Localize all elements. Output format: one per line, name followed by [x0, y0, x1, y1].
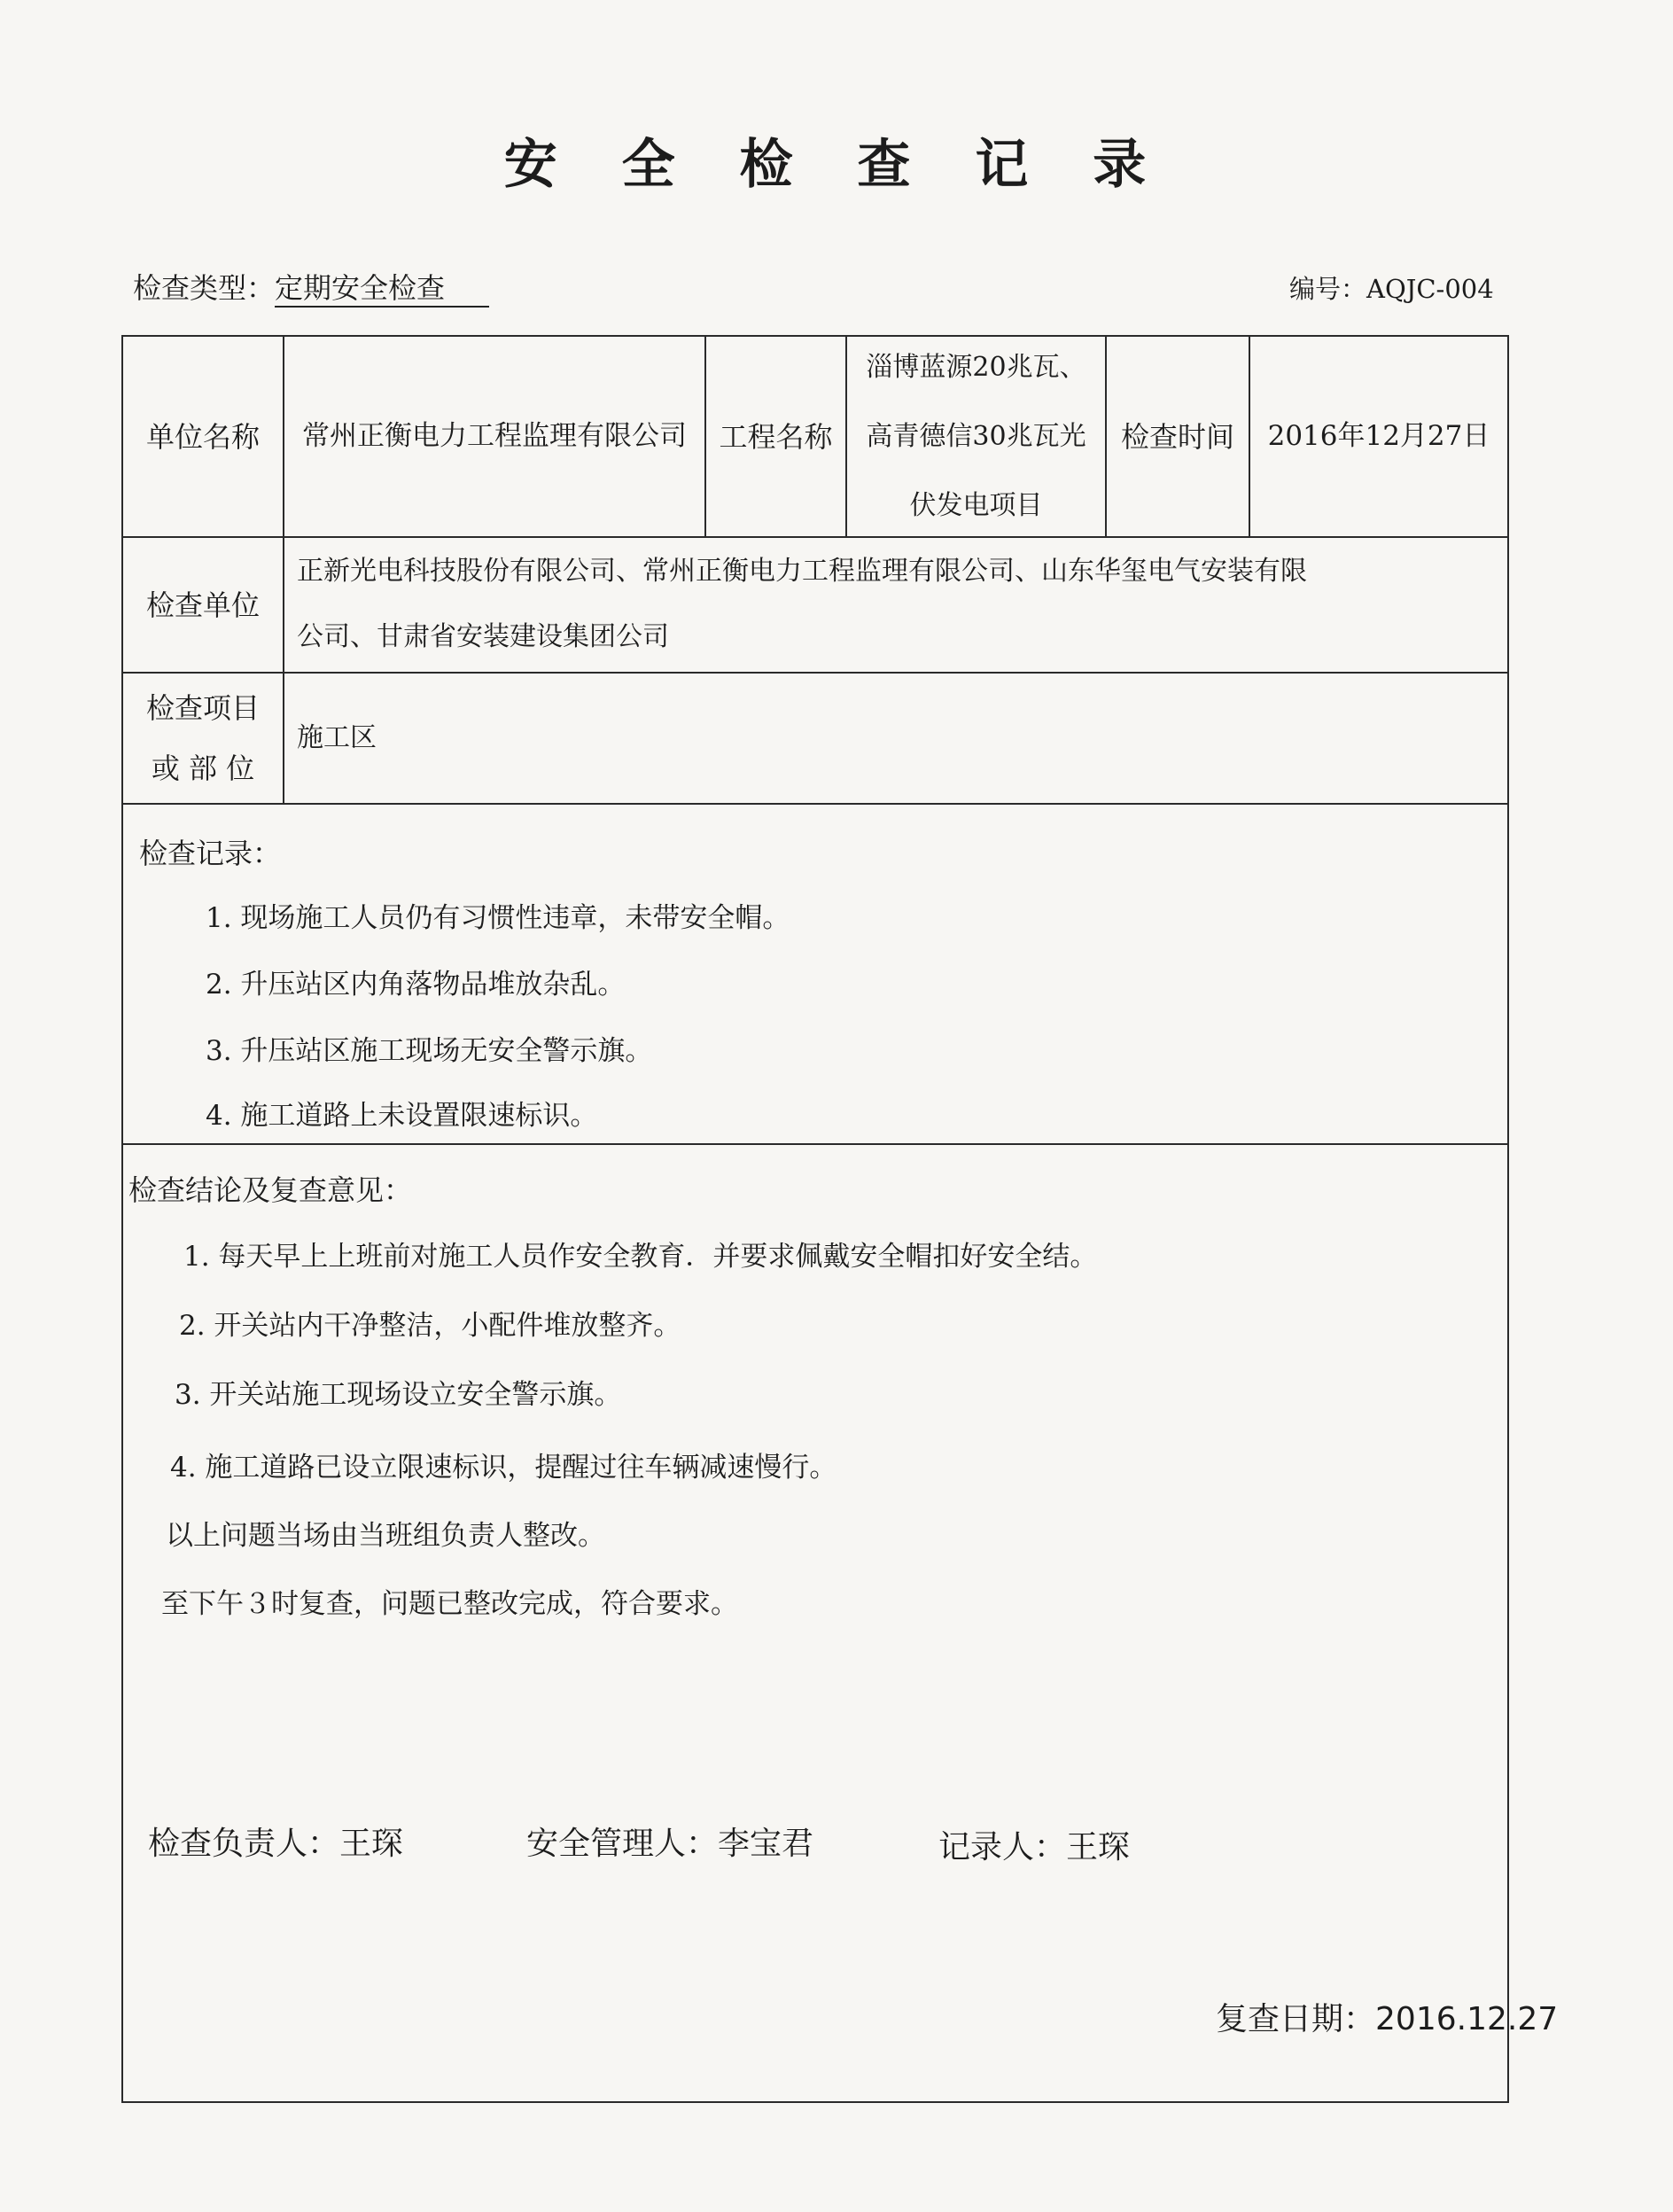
record-item: 3. 升压站区施工现场无安全警示旗。: [206, 1035, 653, 1067]
document-number-value: AQJC-004: [1366, 274, 1494, 304]
inspection-type-label: 检查类型：: [133, 271, 276, 305]
record-item: 1. 现场施工人员仍有习惯性违章，未带安全帽。: [206, 902, 790, 934]
conclusion-item: 3. 开关站施工现场设立安全警示旗。: [175, 1379, 622, 1411]
inspection-form: [121, 335, 1559, 2103]
inspection-time-label: 检查时间: [1120, 419, 1234, 454]
conclusion-item: 4. 施工道路已设立限速标识，提醒过往车辆减速慢行。: [170, 1452, 837, 1484]
safety-manager-signature: [526, 1819, 813, 1864]
document-number: [1289, 269, 1494, 306]
inspection-time-value: 2016年12月27日: [1267, 420, 1490, 453]
recorder-name: 王琛: [1066, 1829, 1131, 1865]
records-heading: 检查记录：: [139, 837, 282, 870]
inspection-item-label: [123, 674, 283, 803]
project-name-line: 高青德信30兆瓦光: [866, 420, 1086, 452]
document-number-label: 编号：: [1289, 274, 1367, 304]
project-name-value: [847, 337, 1105, 536]
review-date-label: 复查日期：: [1216, 2001, 1376, 2037]
unit-name-value: 常州正衡电力工程监理有限公司: [302, 420, 687, 453]
conclusion-item: 2. 开关站内干净整洁，小配件堆放整齐。: [179, 1310, 681, 1342]
inspecting-unit-line: 公司、甘肃省安装建设集团公司: [297, 621, 669, 652]
project-name-line: 淄博蓝源20兆瓦、: [866, 351, 1086, 383]
project-name-line: 伏发电项目: [909, 489, 1043, 521]
record-item: 4. 施工道路上未设置限速标识。: [206, 1100, 598, 1132]
row-divider: [123, 803, 1507, 805]
conclusion-item: 1. 每天早上上班前对施工人员作安全教育．并要求佩戴安全帽扣好安全结。: [183, 1241, 1098, 1273]
inspecting-unit-label: 检查单位: [145, 588, 260, 622]
inspection-type-value: 定期安全检查: [275, 270, 489, 308]
inspector-label: 检查负责人：: [148, 1826, 340, 1862]
review-date: [1216, 1994, 1558, 2039]
review-date-value: 2016.12.27: [1375, 2001, 1559, 2037]
conclusion-item: 以上问题当场由当班组负责人整改。: [166, 1520, 605, 1552]
recorder-label: 记录人：: [938, 1829, 1067, 1865]
conclusion-heading: 检查结论及复查意见：: [128, 1173, 413, 1207]
safety-manager-label: 安全管理人：: [526, 1826, 719, 1862]
conclusion-item: 至下午３时复查，问题已整改完成，符合要求。: [161, 1588, 738, 1620]
inspector-signature: [148, 1819, 403, 1864]
project-name-label: 工程名称: [719, 419, 833, 454]
recorder-signature: [938, 1822, 1130, 1867]
row-divider: [123, 536, 1507, 538]
inspection-item-value: 施工区: [297, 722, 377, 754]
record-item: 2. 升压站区内角落物品堆放杂乱。: [206, 969, 626, 1001]
unit-name-label: 单位名称: [145, 419, 260, 454]
inspection-item-label-line: 或 部 位: [151, 752, 255, 785]
safety-manager-name: 李宝君: [718, 1826, 814, 1862]
inspecting-unit-value: [297, 539, 1502, 670]
inspection-item-label-line: 检查项目: [145, 691, 260, 725]
inspecting-unit-line: 正新光电科技股份有限公司、常州正衡电力工程监理有限公司、山东华玺电气安装有限: [297, 556, 1307, 587]
document-title: 安 全 检 查 记 录: [503, 134, 1170, 196]
inspection-type: [133, 266, 489, 308]
inspector-name: 王琛: [339, 1826, 404, 1862]
row-divider: [123, 1143, 1507, 1145]
